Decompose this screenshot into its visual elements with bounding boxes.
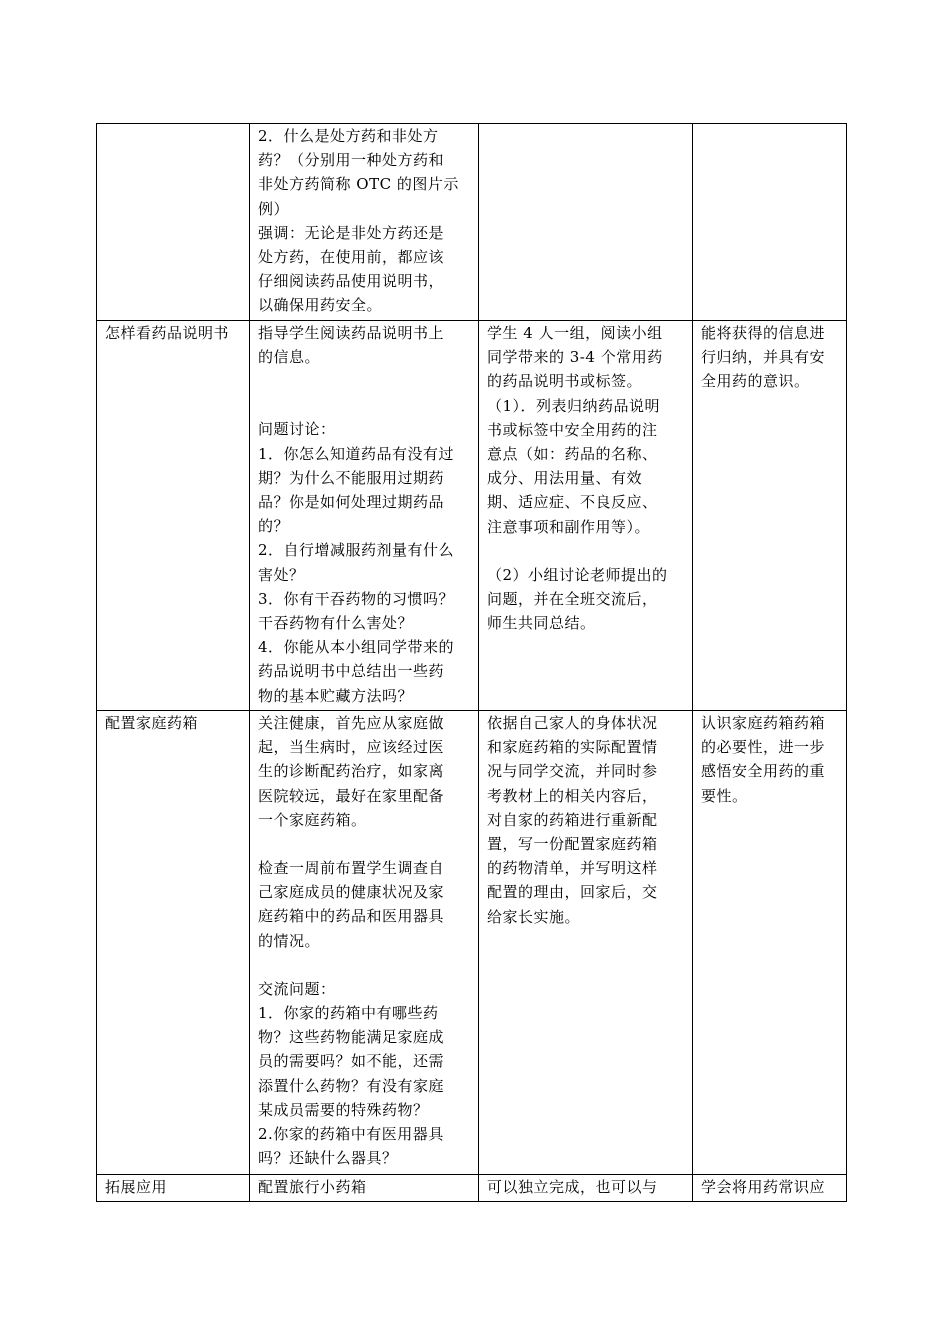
teacher-activity-cell (250, 321, 479, 711)
blank-line (258, 832, 470, 856)
topic-text: 拓展应用 (105, 1178, 168, 1196)
text-line: 可以独立完成，也可以与 (487, 1178, 658, 1196)
text-line: 己家庭成员的健康状况及家 (258, 883, 445, 902)
text-line: 害处？ (258, 565, 305, 584)
text-line: 成分、用法用量、有效 (487, 469, 643, 488)
text-line: 的情况。 (258, 931, 321, 950)
text-line: 1．你家的药箱中有哪些药 (258, 1004, 439, 1023)
table-row (97, 124, 847, 321)
lesson-plan-table (96, 123, 847, 1202)
text-line: 品？你是如何处理过期药品 (258, 493, 445, 512)
goal-cell (693, 124, 847, 321)
text-line: 问题，并在全班交流后， (487, 590, 658, 609)
text-line: 能将获得的信息进 (701, 324, 826, 342)
text-line: 况与同学交流，并同时参 (487, 762, 658, 781)
text-line: 注意事项和副作用等）。 (487, 517, 651, 536)
text-line: （2）小组讨论老师提出的 (487, 565, 668, 584)
student-activity-cell (479, 711, 693, 1175)
text-line: 书或标签中安全用药的注 (487, 420, 658, 439)
text-line: 认识家庭药箱药箱 (701, 714, 826, 732)
text-line: 的必要性，进一步 (701, 738, 826, 757)
text-line: 师生共同总结。 (487, 614, 596, 633)
text-line: 2．什么是处方药和非处方 (258, 127, 439, 145)
text-line: 和家庭药箱的实际配置情 (487, 738, 658, 757)
text-line: 给家长实施。 (487, 907, 581, 926)
text-line: 起，当生病时，应该经过医 (258, 738, 445, 757)
text-line: 行归纳，并具有安 (701, 348, 826, 367)
teacher-activity-cell (250, 711, 479, 1175)
goal-cell (693, 321, 847, 711)
text-line: （1）．列表归纳药品说明 (487, 396, 661, 415)
text-line: 指导学生阅读药品说明书上 (258, 324, 445, 342)
text-line: 2．自行增减服药剂量有什么 (258, 541, 455, 560)
student-activity-cell (479, 321, 693, 711)
topic-text: 配置家庭药箱 (105, 714, 199, 732)
table-row (97, 321, 847, 711)
text-line: 吗？还缺什么器具？ (258, 1149, 398, 1168)
text-line: 期？为什么不能服用过期药 (258, 468, 445, 487)
blank-line (258, 393, 470, 417)
blank-line (487, 539, 684, 563)
text-line: 关注健康，首先应从家庭做 (258, 714, 445, 732)
teacher-activity-cell (250, 1175, 479, 1202)
text-line: 非处方药简称 OTC 的图片示 (258, 175, 459, 194)
text-line: 强调：无论是非处方药还是 (258, 223, 445, 242)
text-line: 1．你怎么知道药品有没有过 (258, 444, 455, 463)
text-line: 医院较远，最好在家里配备 (258, 786, 445, 805)
topic-cell (97, 711, 250, 1175)
text-line: 同学带来的 3-4 个常用药 (487, 348, 663, 367)
text-line: 员的需要吗？如不能，还需 (258, 1052, 445, 1071)
text-line: 学生 4 人一组，阅读小组 (487, 324, 663, 342)
text-line: 处方药，在使用前，都应该 (258, 248, 445, 267)
topic-cell (97, 124, 250, 321)
text-line: 以确保用药安全。 (258, 296, 383, 315)
topic-cell (97, 321, 250, 711)
text-line: 学会将用药常识应 (701, 1178, 826, 1196)
text-line: 2.你家的药箱中有医用器具 (258, 1125, 444, 1144)
text-line: 4．你能从本小组同学带来的 (258, 638, 455, 657)
text-line: 仔细阅读药品使用说明书， (258, 272, 445, 291)
topic-text: 怎样看药品说明书 (105, 324, 230, 342)
text-line: 干吞药物有什么害处？ (258, 614, 414, 633)
text-line: 交流问题： (258, 979, 336, 998)
text-line: 全用药的意识。 (701, 372, 810, 391)
table-row (97, 711, 847, 1175)
text-line: 物？这些药物能满足家庭成 (258, 1028, 445, 1047)
text-line: 置，写一份配置家庭药箱 (487, 835, 658, 854)
topic-cell (97, 1175, 250, 1202)
text-line: 问题讨论： (258, 420, 336, 439)
text-line: 检查一周前布置学生调查自 (258, 859, 445, 878)
text-line: 考教材上的相关内容后， (487, 786, 658, 805)
text-line: 某成员需要的特殊药物？ (258, 1100, 429, 1119)
text-line: 的信息。 (258, 348, 321, 367)
text-line: 3．你有干吞药物的习惯吗？ (258, 589, 455, 608)
text-line: 例） (258, 199, 290, 218)
text-line: 的药物清单，并写明这样 (487, 859, 658, 878)
student-activity-cell (479, 124, 693, 321)
text-line: 配置旅行小药箱 (258, 1178, 367, 1196)
blank-line (258, 953, 470, 977)
text-line: 生的诊断配药治疗，如家离 (258, 762, 445, 781)
blank-line (258, 369, 470, 393)
text-line: 期、适应症、不良反应、 (487, 493, 658, 512)
text-line: 的药品说明书或标签。 (487, 372, 643, 391)
goal-cell (693, 1175, 847, 1202)
student-activity-cell (479, 1175, 693, 1202)
text-line: 配置的理由，回家后，交 (487, 883, 658, 902)
text-line: 的？ (258, 517, 290, 536)
text-line: 感悟安全用药的重 (701, 762, 826, 781)
text-line: 要性。 (701, 786, 748, 805)
text-line: 意点（如：药品的名称、 (487, 445, 658, 464)
text-line: 一个家庭药箱。 (258, 810, 367, 829)
text-line: 庭药箱中的药品和医用器具 (258, 907, 445, 926)
table-row (97, 1175, 847, 1202)
text-line: 添置什么药物？有没有家庭 (258, 1076, 445, 1095)
text-line: 物的基本贮藏方法吗？ (258, 686, 414, 705)
text-line: 对自家的药箱进行重新配 (487, 810, 658, 829)
teacher-activity-cell (250, 124, 479, 321)
text-line: 依据自己家人的身体状况 (487, 714, 658, 732)
goal-cell (693, 711, 847, 1175)
text-line: 药品说明书中总结出一些药 (258, 662, 445, 681)
text-line: 药？（分别用一种处方药和 (258, 151, 445, 170)
